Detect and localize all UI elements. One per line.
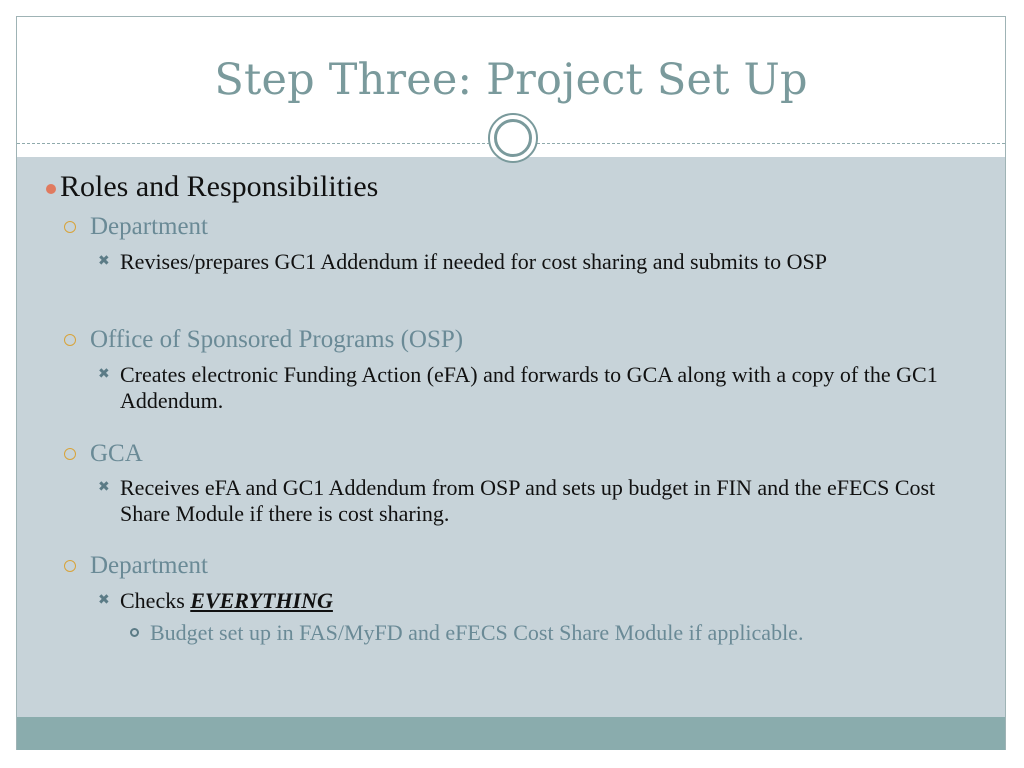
list-item [98,249,940,275]
sub-list-item [150,620,930,646]
x-mark-icon: ✖ [98,366,110,382]
section-name: GCA [90,440,143,467]
section-department-1 [90,213,208,241]
heading-item [60,170,378,204]
section-gca [90,440,143,468]
x-mark-icon: ✖ [98,592,110,608]
list-item [98,588,940,614]
slide-title: Step Three: Project Set Up [214,55,808,105]
section-name: Department [90,552,209,579]
item-text: Receives eFA and GC1 Addendum from OSP and sets up budget in FIN and the eFECS Cost Share Module if there is cost sharing. [120,475,936,526]
heading-text: Roles and Responsibilities [60,170,379,203]
item-prefix: Checks [120,588,191,613]
section-name: Office of Sponsored Programs (OSP) [90,326,464,353]
section-name: Department [90,213,209,240]
footer-bar [17,717,1005,750]
item-text: Revises/prepares GC1 Addendum if needed for cost sharing and submits to OSP [120,249,827,274]
ring-inner [494,119,532,157]
x-mark-icon: ✖ [98,253,110,269]
subitem-text: Budget set up in FAS/MyFD and eFECS Cost Share Module if applicable. [150,620,804,645]
section-department-2 [90,552,208,580]
hollow-circle-icon [64,448,76,460]
section-osp [90,326,463,354]
x-mark-icon: ✖ [98,479,110,495]
hollow-circle-icon [64,221,76,233]
hollow-circle-icon [64,560,76,572]
list-item [98,362,940,414]
filled-circle-icon [46,184,56,194]
item-emphasis: EVERYTHING [190,588,333,613]
list-item [98,475,940,527]
item-text: Creates electronic Funding Action (eFA) and forwards to GCA along with a copy of the GC1 Addendum. [120,362,938,413]
hollow-circle-icon [64,334,76,346]
double-ring-icon [488,113,538,163]
ring-icon [130,628,139,637]
